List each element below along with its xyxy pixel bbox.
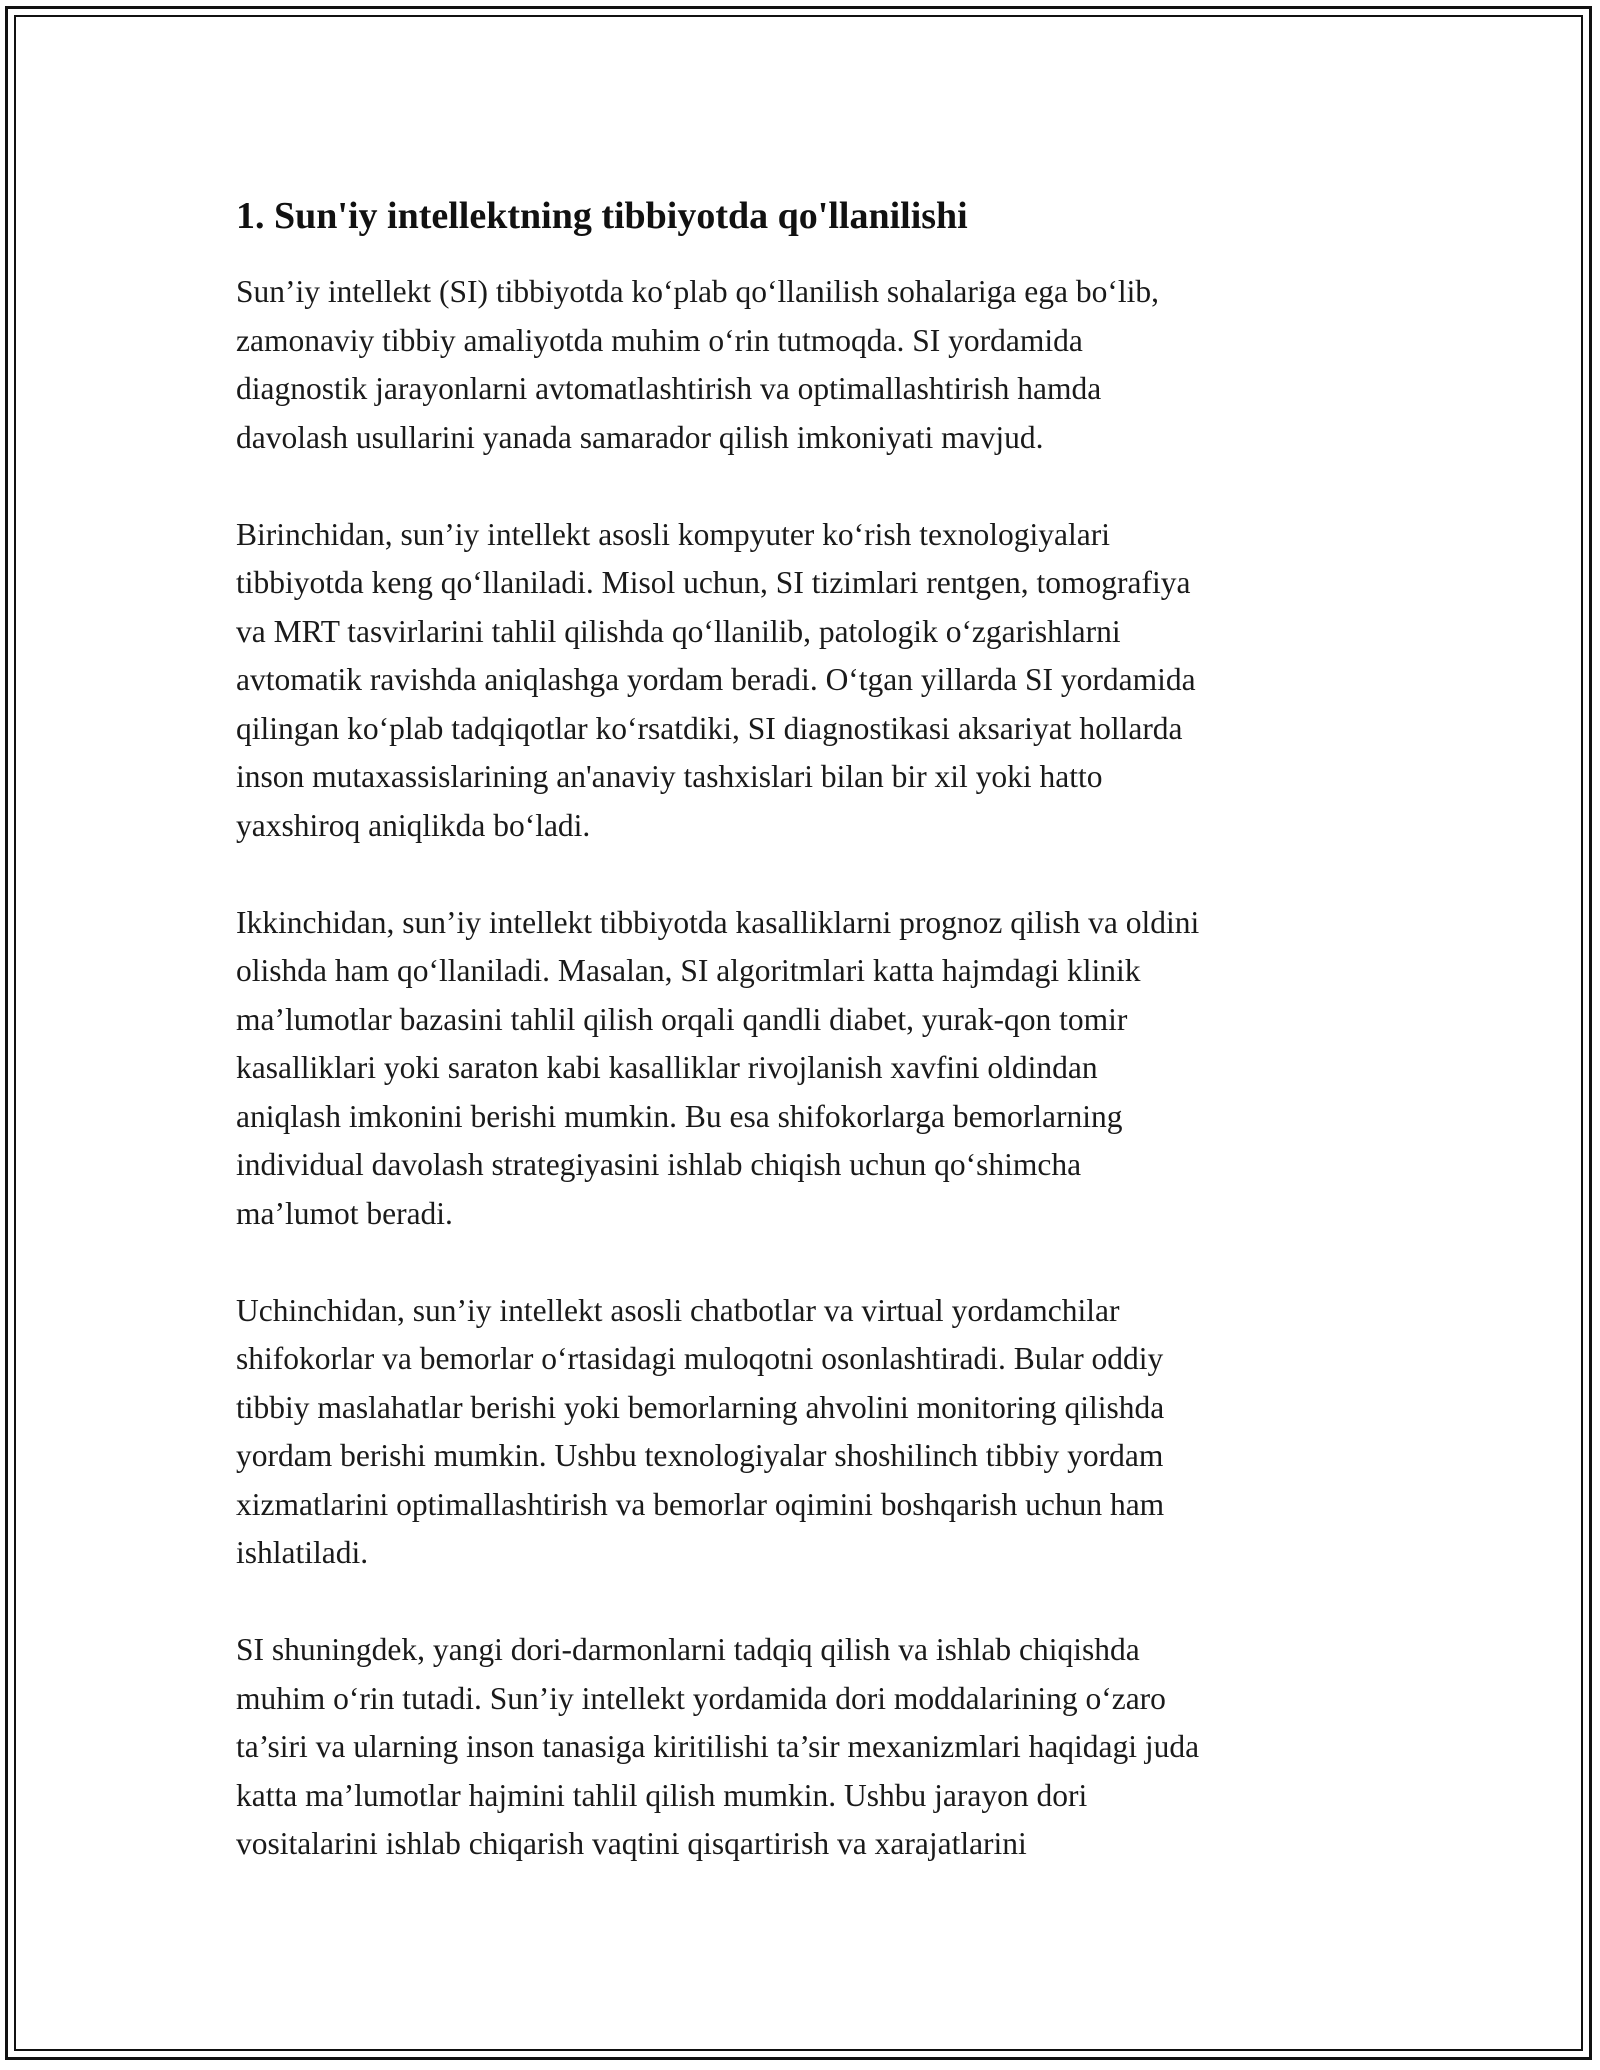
paragraph-third: Uchinchidan, sun’iy intellekt asosli chatbotlar va virtual yordamchilar shifokorlar va bemorlar o‘rtasidagi muloqotni osonlashtiradi. Bular oddiy tibbiy maslahatlar berishi yoki bemorlarning ahvolini monitoring qilishda yordam berishi mumkin. Ushbu texnologiyalar shoshilinch tibbiy yordam xizmatlarini optimallashtirish va bemorlar oqimini boshqarish uchun ham ishlatiladi. bbox=[236, 1292, 1165, 1570]
paragraph-intro: Sun’iy intellekt (SI) tibbiyotda ko‘plab qo‘llanilish sohalariga ega bo‘lib, zamonaviy tibbiy amaliyotda muhim o‘rin tutmoqda. SI yordamida diagnostik jarayonlarni avtomatlashtirish va optimallashtirish hamda davolash usullarini yanada samarador qilish imkoniyati mavjud. bbox=[236, 274, 1159, 455]
paragraph-first: Birinchidan, sun’iy intellekt asosli kompyuter ko‘rish texnologiyalari tibbiyotda keng qo‘llaniladi. Misol uchun, SI tizimlari rentgen, tomografiya va MRT tasvirlarini tahlil qilishda qo‘llanilib, patologik o‘zgarishlarni avtomatik ravishda aniqlashga yordam beradi. O‘tgan yillarda SI yordamida qilingan ko‘plab tadqiqotlar ko‘rsatdiki, SI diagnostikasi aksariyat hollarda inson mutaxassislarining an'anaviy tashxislari bilan bir xil yoki hatto yaxshiroq aniqlikda bo‘ladi. bbox=[236, 516, 1196, 843]
paragraph-fourth: SI shuningdek, yangi dori-darmonlarni tadqiq qilish va ishlab chiqishda muhim o‘rin tutadi. Sun’iy intellekt yordamida dori moddalarining o‘zaro ta’siri va ularning inson tanasiga kiritilishi ta’sir mexanizmlari haqidagi juda katta ma’lumotlar hajmini tahlil qilish mumkin. Ushbu jarayon dori vositalarini ishlab chiqarish vaqtini qisqartirish va xarajatlarini bbox=[236, 1632, 1200, 1861]
document-body bbox=[236, 186, 1386, 1869]
paragraph-second: Ikkinchidan, sun’iy intellekt tibbiyotda kasalliklarni prognoz qilish va oldini olishda ham qo‘llaniladi. Masalan, SI algoritmlari katta hajmdagi klinik ma’lumotlar bazasini tahlil qilish orqali qandli diabet, yurak-qon tomir kasalliklari yoki saraton kabi kasalliklar rivojlanish xavfini oldindan aniqlash imkonini berishi mumkin. Bu esa shifokorlarga bemorlarning individual davolash strategiyasini ishlab chiqish uchun qo‘shimcha ma’lumot beradi. bbox=[236, 904, 1200, 1231]
section-title: 1. Sun'iy intellektning tibbiyotda qo'llanilishi bbox=[236, 195, 968, 237]
